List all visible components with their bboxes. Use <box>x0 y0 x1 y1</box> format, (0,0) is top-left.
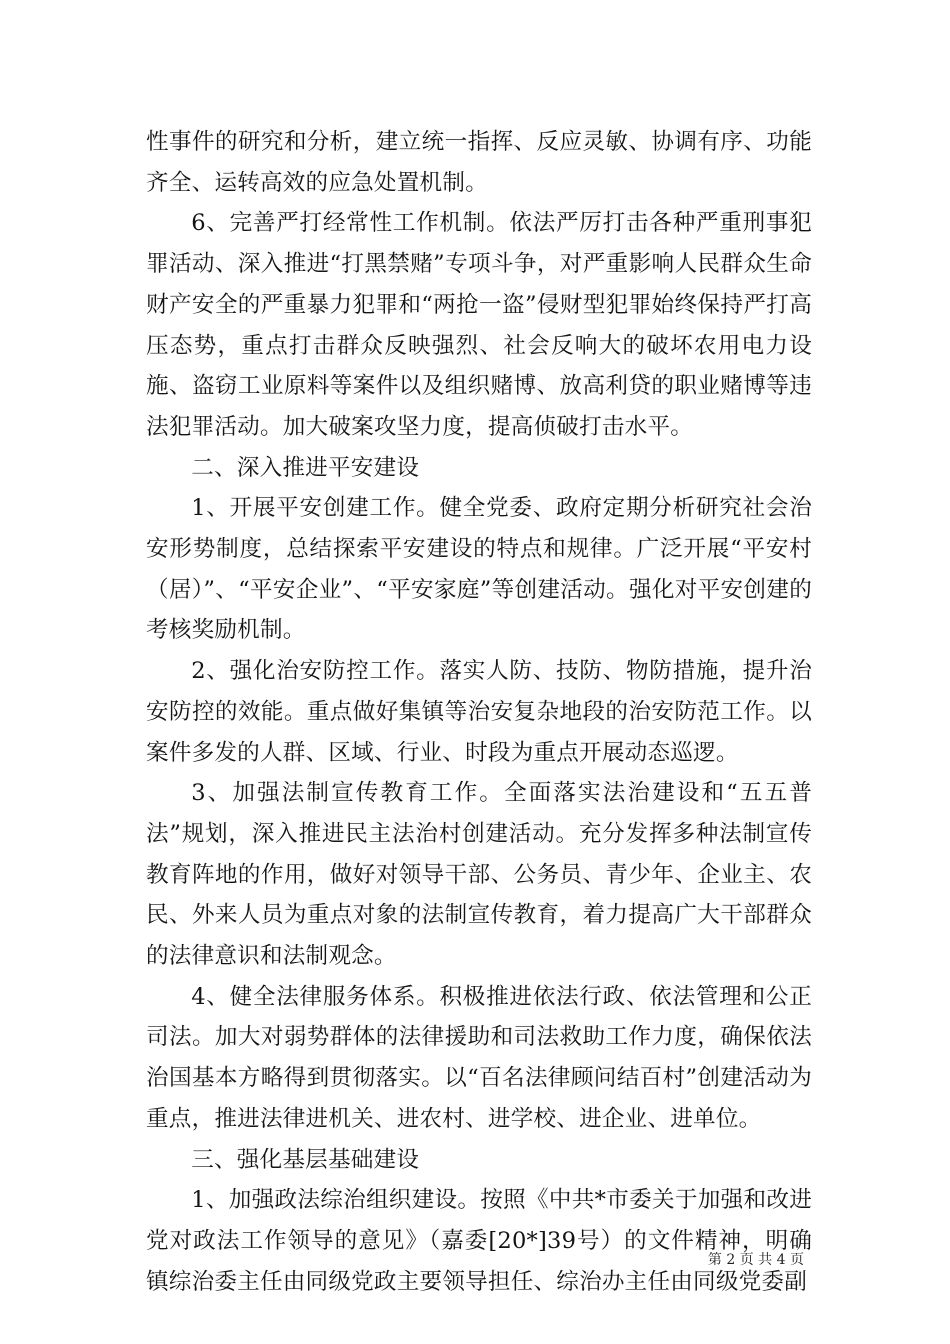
paragraph-item-6-strike-hard: 6、完善严打经常性工作机制。依法严厉打击各种严重刑事犯罪活动、深入推进“打黑禁赌”专项斗争，对严重影响人民群众生命财产安全的严重暴力犯罪和“两抢一盗”侵财型犯罪始终保持严打高压态势，重点打击群众反映强烈、社会反响大的破坏农用电力设施、盗窃工业原料等案件以及组织赌博、放高利贷的职业赌博等违法犯罪活动。加大破案攻坚力度，提高侦破打击水平。 <box>146 210 812 440</box>
page-number-footer: 第 2 页 共 4 页 <box>707 1252 804 1268</box>
paragraph-continuation: 性事件的研究和分析，建立统一指挥、反应灵敏、协调有序、功能齐全、运转高效的应急处置机制。 <box>146 129 812 196</box>
paragraph-item-3-legal-education: 3、加强法制宣传教育工作。全面落实法治建设和“五五普法”规划，深入推进民主法治村创建活动。充分发挥多种法制宣传教育阵地的作用，做好对领导干部、公务员、青少年、企业主、农民、外来人员为重点对象的法制宣传教育，着力提高广大干部群众的法律意识和法制观念。 <box>146 780 812 970</box>
section-heading-3: 三、强化基层基础建设 <box>191 1146 420 1173</box>
paragraph-item-4-legal-services: 4、健全法律服务体系。积极推进依法行政、依法管理和公正司法。加大对弱势群体的法律援助和司法救助工作力度，确保依法治国基本方略得到贯彻落实。以“百名法律顾问结百村”创建活动为重点，推进法律进机关、进农村、进学校、进企业、进单位。 <box>146 983 812 1132</box>
section-heading-2: 二、深入推进平安建设 <box>191 454 420 481</box>
paragraph-item-1-safety-creation: 1、开展平安创建工作。健全党委、政府定期分析研究社会治安形势制度，总结探索平安建设的特点和规律。广泛开展“平安村（居）”、“平安企业”、“平安家庭”等创建活动。强化对平安创建的考核奖励机制。 <box>146 495 812 644</box>
document-body <box>146 122 812 1302</box>
paragraph-item-1-organization: 1、加强政法综治组织建设。按照《中共*市委关于加强和改进党对政法工作领导的意见》（嘉委[20*]39号）的文件精神，明确镇综治委主任由同级党政主要领导担任、综治办主任由同级党委副 <box>146 1187 812 1295</box>
paragraph-item-2-security-control: 2、强化治安防控工作。落实人防、技防、物防措施，提升治安防控的效能。重点做好集镇等治安复杂地段的治安防范工作。以案件多发的人群、区域、行业、时段为重点开展动态巡逻。 <box>146 658 812 766</box>
